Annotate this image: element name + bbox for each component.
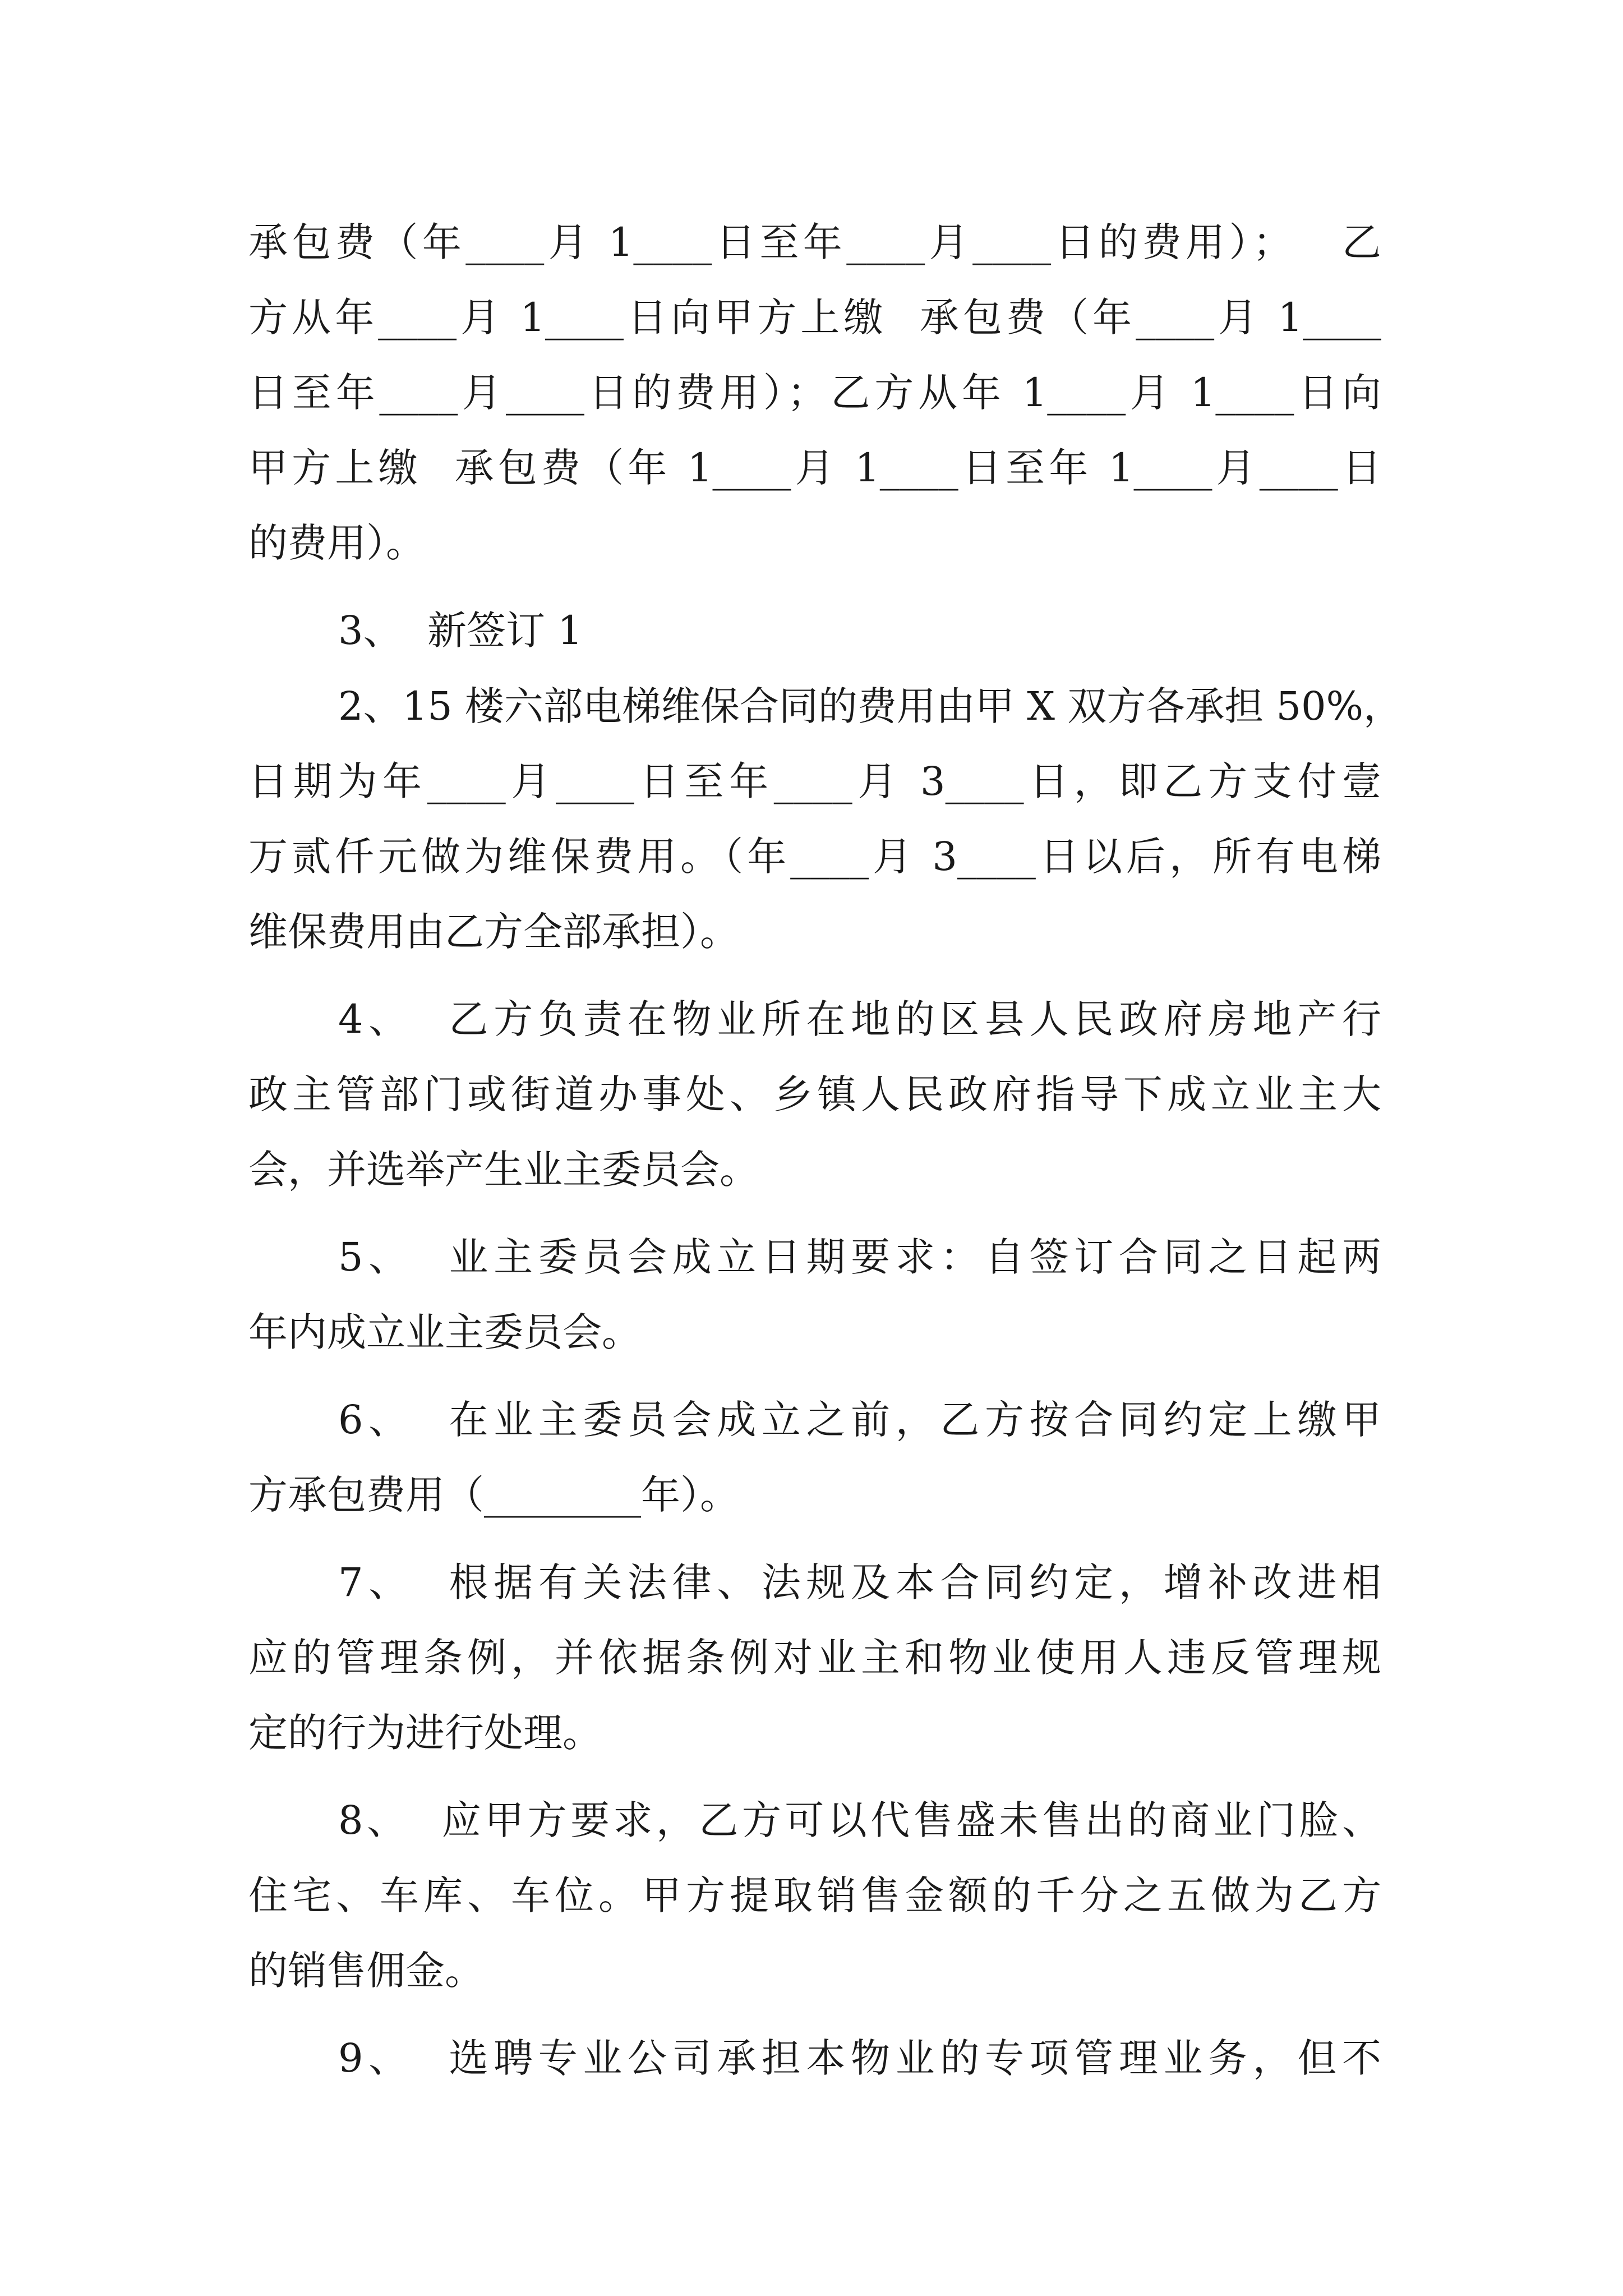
text-line: 万贰仟元做为维保费用。（年____月 3____日以后，所有电梯 xyxy=(248,834,1381,880)
text-line: 的费用）。 xyxy=(248,520,425,566)
text-line: 日至年____月____日的费用）；乙方从年 1____月 1____日向 xyxy=(248,370,1381,416)
numbered-item-8: 8、 应甲方要求，乙方可以代售盛未售出的商业门脸、 xyxy=(338,1797,1381,1843)
text-line: 应的管理条例，并依据条例对业主和物业使用人违反管理规 xyxy=(248,1635,1381,1681)
text-line: 定的行为进行处理。 xyxy=(248,1710,602,1756)
text-line: 的销售佣金。 xyxy=(248,1948,484,1994)
numbered-item-4: 4、 乙方负责在物业所在地的区县人民政府房地产行 xyxy=(338,996,1381,1042)
numbered-item-7: 7、 根据有关法律、法规及本合同约定，增补改进相 xyxy=(338,1559,1381,1605)
numbered-item-6: 6、 在业主委员会成立之前，乙方按合同约定上缴甲 xyxy=(338,1397,1381,1443)
text-line: 方承包费用（________年）。 xyxy=(248,1472,739,1518)
text-line: 会，并选举产生业主委员会。 xyxy=(248,1147,759,1193)
text-line: 方从年____月 1____日向甲方上缴 承包费（年____月 1____ xyxy=(248,295,1381,341)
numbered-item-9: 9、 选聘专业公司承担本物业的专项管理业务，但不 xyxy=(338,2035,1381,2081)
text-line: 日期为年____月____日至年____月 3____日，即乙方支付壹 xyxy=(248,758,1381,804)
numbered-item-3: 3、 新签订 1 xyxy=(338,608,583,654)
text-line: 住宅、车库、车位。甲方提取销售金额的千分之五做为乙方 xyxy=(248,1872,1381,1918)
text-line: 维保费用由乙方全部承担）。 xyxy=(248,909,739,955)
text-line: 承包费（年____月 1____日至年____月____日的费用）； 乙 xyxy=(248,219,1381,265)
text-line: 政主管部门或街道办事处、乡镇人民政府指导下成立业主大 xyxy=(248,1071,1381,1117)
text-line: 甲方上缴 承包费（年 1____月 1____日至年 1____月____日 xyxy=(248,445,1381,491)
text-line: 2、15 楼六部电梯维保合同的费用由甲 X 双方各承担 50%， xyxy=(338,683,1403,729)
text-line: 年内成立业主委员会。 xyxy=(248,1309,641,1355)
numbered-item-5: 5、 业主委员会成立日期要求：自签订合同之日起两 xyxy=(338,1234,1381,1280)
